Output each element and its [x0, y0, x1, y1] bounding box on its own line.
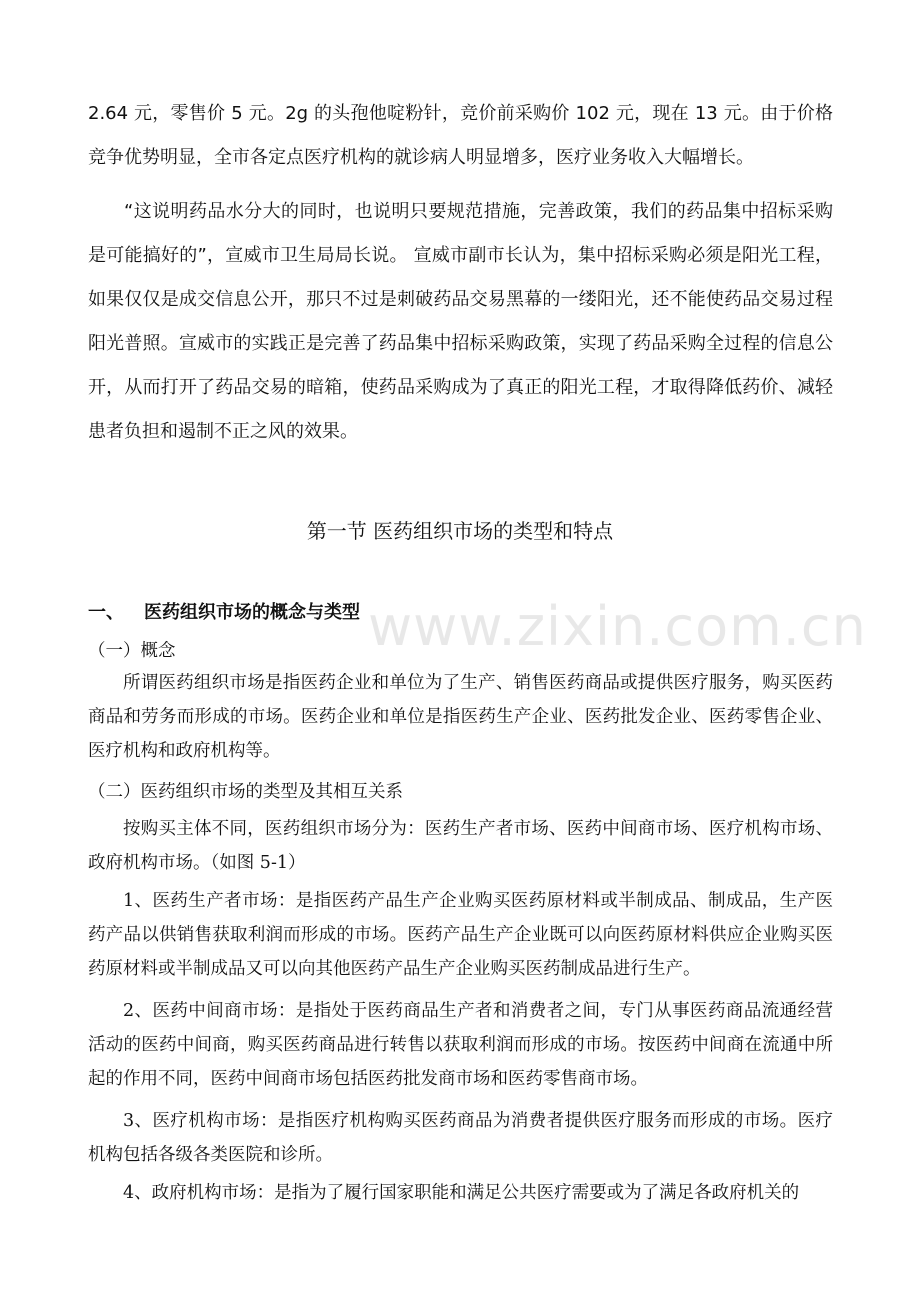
paragraph-intermediary-market: 2、医药中间商市场：是指处于医药商品生产者和消费者之间，专门从事医药商品流通经营活动的医药中间商，购买医药商品进行转售以获取利润而形成的市场。按医药中间商在流通中所起的作用不同，医药中间商市场包括医药批发商市场和医药零售商市场。	[88, 1001, 833, 1089]
heading-text: 医药组织市场的概念与类型	[144, 602, 360, 623]
paragraph-concept: 所谓医药组织市场是指医药企业和单位为了生产、销售医药商品或提供医疗服务，购买医药商品和劳务而形成的市场。医药企业和单位是指医药生产企业、医药批发企业、医药零售企业、医疗机构和政府机构等。	[88, 673, 833, 761]
paragraph-producer-market: 1、医药生产者市场：是指医药产品生产企业购买医药原材料或半制成品、制成品，生产医药产品以供销售获取利润而形成的市场。医药产品生产企业既可以向医药原材料供应企业购买医药原材料或半制成品又可以向其他医药产品生产企业购买医药制成品进行生产。	[88, 891, 833, 979]
subheading-types: （二）医药组织市场的类型及其相互关系	[88, 782, 403, 802]
heading-level-1	[88, 598, 360, 624]
subheading-concept: （一）概念	[88, 641, 176, 661]
paragraph-xuanwei-quote: “这说明药品水分大的同时，也说明只要规范措施，完善政策，我们的药品集中招标采购是可能搞好的”，宣威市卫生局局长说。 宣威市副市长认为，集中招标采购必须是阳光工程，如果仅仅是成交信息公开，那只不过是刺破药品交易黑幕的一缕阳光，还不能使药品交易过程阳光普照。宣威市的实践正是完善了药品集中招标采购政策，实现了药品采购全过程的信息公开，从而打开了药品交易的暗箱，使药品采购成为了真正的阳光工程，才取得降低药价、减轻患者负担和遏制不正之风的效果。	[88, 201, 833, 442]
paragraph-types: 按购买主体不同，医药组织市场分为：医药生产者市场、医药中间商市场、医疗机构市场、政府机构市场。（如图 5-1）	[88, 819, 833, 873]
paragraph-medical-institution-market: 3、医疗机构市场：是指医疗机构购买医药商品为消费者提供医疗服务而形成的市场。医疗机构包括各级各类医院和诊所。	[88, 1111, 833, 1165]
heading-number: 一、	[88, 602, 124, 623]
watermark: www.zixin.com.cn	[368, 595, 867, 658]
section-title: 第一节 医药组织市场的类型和特点	[306, 519, 614, 543]
paragraph-price-comparison: 2.64 元，零售价 5 元。2g 的头孢他啶粉针，竞价前采购价 102 元，现在 13 元。由于价格竞争优势明显，全市各定点医疗机构的就诊病人明显增多，医疗业务收入大幅增长。	[88, 103, 833, 168]
paragraph-government-market: 4、政府机构市场：是指为了履行国家职能和满足公共医疗需要或为了满足各政府机关的	[123, 1183, 800, 1203]
